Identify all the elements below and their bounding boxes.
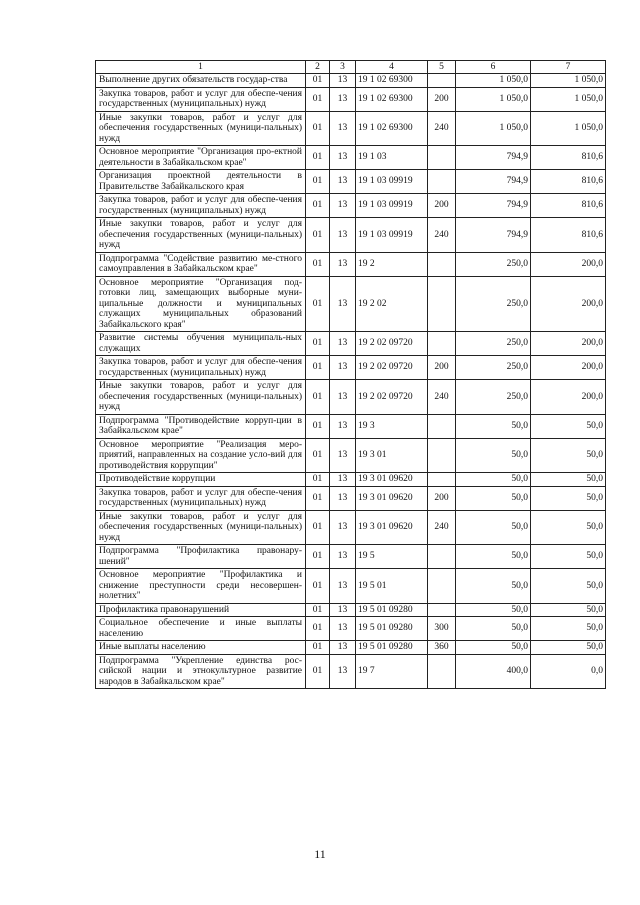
amount-year2-cell: 200,0 <box>531 380 606 415</box>
expense-type-cell <box>428 438 456 473</box>
table-row <box>96 545 606 569</box>
target-article-cell: 19 2 02 09720 <box>356 332 428 356</box>
subsection-code-cell: 13 <box>330 654 356 689</box>
amount-year1-cell: 250,0 <box>456 380 531 415</box>
column-header-5: 5 <box>428 61 456 74</box>
table-row <box>96 276 606 332</box>
amount-year2-cell: 200,0 <box>531 332 606 356</box>
subsection-code-cell: 13 <box>330 356 356 380</box>
amount-year2-cell: 50,0 <box>531 603 606 617</box>
section-code-cell: 01 <box>306 603 330 617</box>
target-article-cell: 19 5 01 09280 <box>356 641 428 655</box>
expense-type-cell <box>428 545 456 569</box>
subsection-code-cell: 13 <box>330 510 356 545</box>
row-name-cell: Иные закупки товаров, работ и услуг для обеспечения государственных (муници-пальных) нужд <box>96 218 306 253</box>
amount-year1-cell: 1 050,0 <box>456 111 531 146</box>
section-code-cell: 01 <box>306 473 330 487</box>
section-code-cell: 01 <box>306 617 330 641</box>
row-name-cell: Закупка товаров, работ и услуг для обеспе-чения государственных (муниципальных) нужд <box>96 486 306 510</box>
column-header-2: 2 <box>306 61 330 74</box>
expense-type-cell: 300 <box>428 617 456 641</box>
target-article-cell: 19 1 03 09919 <box>356 218 428 253</box>
target-article-cell: 19 5 01 09280 <box>356 617 428 641</box>
section-code-cell: 01 <box>306 276 330 332</box>
row-name-cell: Иные выплаты населению <box>96 641 306 655</box>
column-header-6: 6 <box>456 61 531 74</box>
amount-year2-cell: 50,0 <box>531 641 606 655</box>
section-code-cell: 01 <box>306 87 330 111</box>
amount-year1-cell: 50,0 <box>456 603 531 617</box>
budget-table <box>95 60 606 689</box>
table-row <box>96 510 606 545</box>
table-row <box>96 617 606 641</box>
row-name-cell: Подпрограмма "Профилактика правонару-шений" <box>96 545 306 569</box>
table-row <box>96 380 606 415</box>
amount-year2-cell: 810,6 <box>531 170 606 194</box>
amount-year1-cell: 250,0 <box>456 252 531 276</box>
table-row <box>96 332 606 356</box>
section-code-cell: 01 <box>306 74 330 88</box>
amount-year2-cell: 1 050,0 <box>531 87 606 111</box>
section-code-cell: 01 <box>306 218 330 253</box>
column-header-7: 7 <box>531 61 606 74</box>
expense-type-cell: 200 <box>428 486 456 510</box>
section-code-cell: 01 <box>306 194 330 218</box>
subsection-code-cell: 13 <box>330 545 356 569</box>
section-code-cell: 01 <box>306 252 330 276</box>
row-name-cell: Основное мероприятие "Профилактика и снижение преступности среди несовершен-нолетних" <box>96 569 306 604</box>
section-code-cell: 01 <box>306 146 330 170</box>
subsection-code-cell: 13 <box>330 170 356 194</box>
amount-year1-cell: 50,0 <box>456 510 531 545</box>
page-number: 11 <box>314 847 326 861</box>
column-header-1: 1 <box>96 61 306 74</box>
row-name-cell: Основное мероприятие "Организация про-ектной деятельности в Забайкальском крае" <box>96 146 306 170</box>
table-row <box>96 603 606 617</box>
amount-year1-cell: 400,0 <box>456 654 531 689</box>
section-code-cell: 01 <box>306 569 330 604</box>
amount-year1-cell: 794,9 <box>456 146 531 170</box>
target-article-cell: 19 1 03 09919 <box>356 194 428 218</box>
amount-year1-cell: 1 050,0 <box>456 87 531 111</box>
table-row <box>96 438 606 473</box>
target-article-cell: 19 2 <box>356 252 428 276</box>
subsection-code-cell: 13 <box>330 641 356 655</box>
amount-year2-cell: 50,0 <box>531 438 606 473</box>
section-code-cell: 01 <box>306 654 330 689</box>
row-name-cell: Иные закупки товаров, работ и услуг для обеспечения государственных (муници-пальных) нужд <box>96 111 306 146</box>
table-body <box>96 74 606 689</box>
subsection-code-cell: 13 <box>330 473 356 487</box>
table-row <box>96 356 606 380</box>
expense-type-cell: 240 <box>428 380 456 415</box>
section-code-cell: 01 <box>306 510 330 545</box>
expense-type-cell <box>428 252 456 276</box>
section-code-cell: 01 <box>306 486 330 510</box>
subsection-code-cell: 13 <box>330 252 356 276</box>
expense-type-cell <box>428 146 456 170</box>
subsection-code-cell: 13 <box>330 276 356 332</box>
expense-type-cell <box>428 654 456 689</box>
table-header-row <box>96 61 606 74</box>
table-row <box>96 414 606 438</box>
expense-type-cell: 200 <box>428 87 456 111</box>
target-article-cell: 19 3 01 09620 <box>356 510 428 545</box>
expense-type-cell <box>428 332 456 356</box>
table-row <box>96 641 606 655</box>
row-name-cell: Подпрограмма "Укрепление единства рос-сийской нации и этнокультурное развитие народов в Забайкальском крае" <box>96 654 306 689</box>
expense-type-cell <box>428 473 456 487</box>
amount-year2-cell: 810,6 <box>531 146 606 170</box>
subsection-code-cell: 13 <box>330 617 356 641</box>
target-article-cell: 19 2 02 <box>356 276 428 332</box>
expense-type-cell: 240 <box>428 510 456 545</box>
amount-year1-cell: 50,0 <box>456 545 531 569</box>
amount-year1-cell: 1 050,0 <box>456 74 531 88</box>
row-name-cell: Основное мероприятие "Организация под-готовки лиц, замещающих выборные муни-ципальные должности и муниципальных служащих муниципальных образований Забайкальского края" <box>96 276 306 332</box>
row-name-cell: Социальное обеспечение и иные выплаты населению <box>96 617 306 641</box>
target-article-cell: 19 1 02 69300 <box>356 87 428 111</box>
amount-year1-cell: 50,0 <box>456 473 531 487</box>
table-row <box>96 252 606 276</box>
amount-year2-cell: 200,0 <box>531 356 606 380</box>
table-row <box>96 654 606 689</box>
table-row <box>96 569 606 604</box>
amount-year1-cell: 250,0 <box>456 276 531 332</box>
amount-year2-cell: 50,0 <box>531 486 606 510</box>
table-row <box>96 473 606 487</box>
subsection-code-cell: 13 <box>330 414 356 438</box>
expense-type-cell <box>428 276 456 332</box>
amount-year1-cell: 794,9 <box>456 170 531 194</box>
row-name-cell: Закупка товаров, работ и услуг для обеспе-чения государственных (муниципальных) нужд <box>96 356 306 380</box>
target-article-cell: 19 5 <box>356 545 428 569</box>
amount-year2-cell: 200,0 <box>531 276 606 332</box>
section-code-cell: 01 <box>306 356 330 380</box>
section-code-cell: 01 <box>306 438 330 473</box>
budget-table-sheet <box>95 60 605 689</box>
expense-type-cell: 200 <box>428 194 456 218</box>
expense-type-cell <box>428 603 456 617</box>
target-article-cell: 19 5 01 <box>356 569 428 604</box>
expense-type-cell <box>428 414 456 438</box>
amount-year2-cell: 810,6 <box>531 194 606 218</box>
section-code-cell: 01 <box>306 111 330 146</box>
target-article-cell: 19 5 01 09280 <box>356 603 428 617</box>
expense-type-cell <box>428 74 456 88</box>
target-article-cell: 19 3 01 <box>356 438 428 473</box>
amount-year2-cell: 50,0 <box>531 510 606 545</box>
amount-year1-cell: 50,0 <box>456 641 531 655</box>
subsection-code-cell: 13 <box>330 438 356 473</box>
row-name-cell: Выполнение других обязательств государ-ства <box>96 74 306 88</box>
target-article-cell: 19 2 02 09720 <box>356 380 428 415</box>
amount-year2-cell: 1 050,0 <box>531 111 606 146</box>
amount-year2-cell: 50,0 <box>531 569 606 604</box>
table-row <box>96 74 606 88</box>
amount-year1-cell: 50,0 <box>456 414 531 438</box>
row-name-cell: Подпрограмма "Содействие развитию ме-стного самоуправления в Забайкальском крае" <box>96 252 306 276</box>
table-row <box>96 111 606 146</box>
amount-year2-cell: 50,0 <box>531 617 606 641</box>
table-row <box>96 146 606 170</box>
section-code-cell: 01 <box>306 414 330 438</box>
amount-year1-cell: 50,0 <box>456 438 531 473</box>
amount-year2-cell: 0,0 <box>531 654 606 689</box>
row-name-cell: Закупка товаров, работ и услуг для обеспе-чения государственных (муниципальных) нужд <box>96 194 306 218</box>
table-row <box>96 170 606 194</box>
expense-type-cell <box>428 170 456 194</box>
target-article-cell: 19 1 03 <box>356 146 428 170</box>
subsection-code-cell: 13 <box>330 146 356 170</box>
target-article-cell: 19 2 02 09720 <box>356 356 428 380</box>
section-code-cell: 01 <box>306 641 330 655</box>
amount-year1-cell: 250,0 <box>456 356 531 380</box>
expense-type-cell: 360 <box>428 641 456 655</box>
target-article-cell: 19 3 01 09620 <box>356 486 428 510</box>
row-name-cell: Организация проектной деятельности в Правительстве Забайкальского края <box>96 170 306 194</box>
target-article-cell: 19 7 <box>356 654 428 689</box>
subsection-code-cell: 13 <box>330 380 356 415</box>
expense-type-cell: 240 <box>428 111 456 146</box>
amount-year1-cell: 794,9 <box>456 218 531 253</box>
target-article-cell: 19 3 <box>356 414 428 438</box>
row-name-cell: Основное мероприятие "Реализация меро-приятий, направленных на создание усло-вий для противодействия коррупции" <box>96 438 306 473</box>
amount-year1-cell: 50,0 <box>456 617 531 641</box>
target-article-cell: 19 1 02 69300 <box>356 74 428 88</box>
target-article-cell: 19 1 02 69300 <box>356 111 428 146</box>
amount-year2-cell: 50,0 <box>531 414 606 438</box>
amount-year2-cell: 810,6 <box>531 218 606 253</box>
subsection-code-cell: 13 <box>330 569 356 604</box>
expense-type-cell <box>428 569 456 604</box>
table-row <box>96 218 606 253</box>
subsection-code-cell: 13 <box>330 194 356 218</box>
subsection-code-cell: 13 <box>330 218 356 253</box>
amount-year2-cell: 50,0 <box>531 545 606 569</box>
expense-type-cell: 240 <box>428 218 456 253</box>
amount-year1-cell: 794,9 <box>456 194 531 218</box>
subsection-code-cell: 13 <box>330 332 356 356</box>
row-name-cell: Противодействие коррупции <box>96 473 306 487</box>
subsection-code-cell: 13 <box>330 603 356 617</box>
section-code-cell: 01 <box>306 170 330 194</box>
row-name-cell: Профилактика правонарушений <box>96 603 306 617</box>
row-name-cell: Иные закупки товаров, работ и услуг для обеспечения государственных (муници-пальных) нужд <box>96 510 306 545</box>
subsection-code-cell: 13 <box>330 486 356 510</box>
expense-type-cell: 200 <box>428 356 456 380</box>
column-header-3: 3 <box>330 61 356 74</box>
section-code-cell: 01 <box>306 545 330 569</box>
table-row <box>96 87 606 111</box>
subsection-code-cell: 13 <box>330 111 356 146</box>
section-code-cell: 01 <box>306 380 330 415</box>
column-header-4: 4 <box>356 61 428 74</box>
subsection-code-cell: 13 <box>330 87 356 111</box>
section-code-cell: 01 <box>306 332 330 356</box>
table-row <box>96 194 606 218</box>
row-name-cell: Иные закупки товаров, работ и услуг для обеспечения государственных (муници-пальных) нужд <box>96 380 306 415</box>
row-name-cell: Закупка товаров, работ и услуг для обеспе-чения государственных (муниципальных) нужд <box>96 87 306 111</box>
target-article-cell: 19 3 01 09620 <box>356 473 428 487</box>
amount-year1-cell: 50,0 <box>456 486 531 510</box>
row-name-cell: Подпрограмма "Противодействие корруп-ции в Забайкальском крае" <box>96 414 306 438</box>
target-article-cell: 19 1 03 09919 <box>356 170 428 194</box>
amount-year1-cell: 50,0 <box>456 569 531 604</box>
amount-year2-cell: 1 050,0 <box>531 74 606 88</box>
amount-year2-cell: 50,0 <box>531 473 606 487</box>
amount-year2-cell: 200,0 <box>531 252 606 276</box>
subsection-code-cell: 13 <box>330 74 356 88</box>
row-name-cell: Развитие системы обучения муниципаль-ных служащих <box>96 332 306 356</box>
table-row <box>96 486 606 510</box>
amount-year1-cell: 250,0 <box>456 332 531 356</box>
